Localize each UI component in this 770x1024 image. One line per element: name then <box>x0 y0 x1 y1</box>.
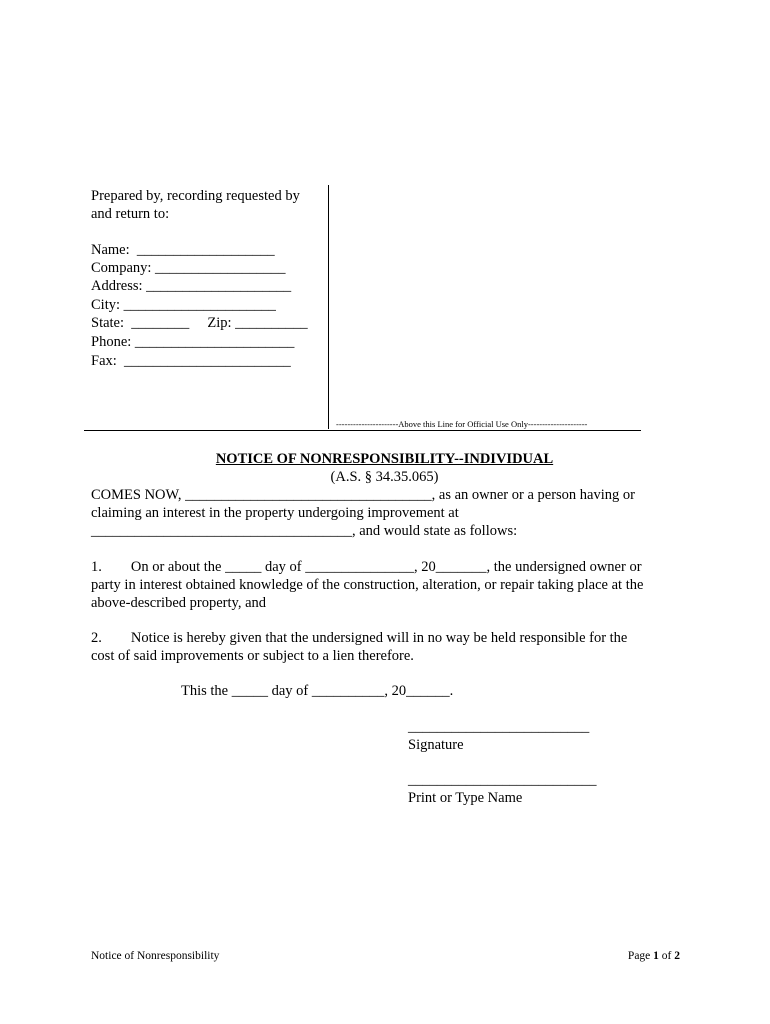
name-field: Name: ___________________ <box>91 242 275 258</box>
page-current: 1 <box>653 950 659 962</box>
paragraph-2-line-2: cost of said improvements or subject to a lien therefore. <box>91 648 414 664</box>
page-indicator <box>628 949 680 963</box>
footer-document-name: Notice of Nonresponsibility <box>91 950 220 962</box>
signature-label: Signature <box>408 737 464 753</box>
header-box-divider <box>328 185 329 429</box>
state-zip-field: State: ________ Zip: __________ <box>91 315 308 331</box>
official-use-line <box>84 430 641 431</box>
intro-line-2: claiming an interest in the property undergoing improvement at <box>91 505 459 521</box>
company-field: Company: __________________ <box>91 260 286 276</box>
dated-line: This the _____ day of __________, 20______. <box>181 683 454 699</box>
phone-field: Phone: ______________________ <box>91 334 295 350</box>
paragraph-1-line-3: above-described property, and <box>91 595 266 611</box>
print-name-label: Print or Type Name <box>408 790 523 806</box>
prepared-by-line2: and return to: <box>91 206 170 222</box>
paragraph-2-line-1: 2. Notice is hereby given that the undersigned will in no way be held responsible for the <box>91 630 628 646</box>
paragraph-1-line-2: party in interest obtained knowledge of the construction, alteration, or repair taking place at the <box>91 577 644 593</box>
intro-line-1: COMES NOW, __________________________________, as an owner or a person having or <box>91 487 635 503</box>
paragraph-1-line-1: 1. On or about the _____ day of _______________, 20_______, the undersigned owner or <box>91 559 642 575</box>
document-title: NOTICE OF NONRESPONSIBILITY--INDIVIDUAL <box>215 451 554 467</box>
page-prefix: Page <box>627 950 654 962</box>
city-field: City: _____________________ <box>91 297 276 313</box>
page-of: of <box>658 950 675 962</box>
print-name-line: __________________________ <box>408 772 597 788</box>
page-total: 2 <box>674 950 680 962</box>
statute-reference: (A.S. § 34.35.065) <box>330 469 439 485</box>
official-use-label: ----------------------Above this Line for Official Use Only--------------------- <box>336 419 588 429</box>
intro-line-3: ____________________________________, and would state as follows: <box>91 523 518 539</box>
signature-line: _________________________ <box>408 719 590 735</box>
prepared-by-line1: Prepared by, recording requested by <box>91 188 300 204</box>
address-field: Address: ____________________ <box>91 278 292 294</box>
fax-field: Fax: _______________________ <box>91 353 291 369</box>
